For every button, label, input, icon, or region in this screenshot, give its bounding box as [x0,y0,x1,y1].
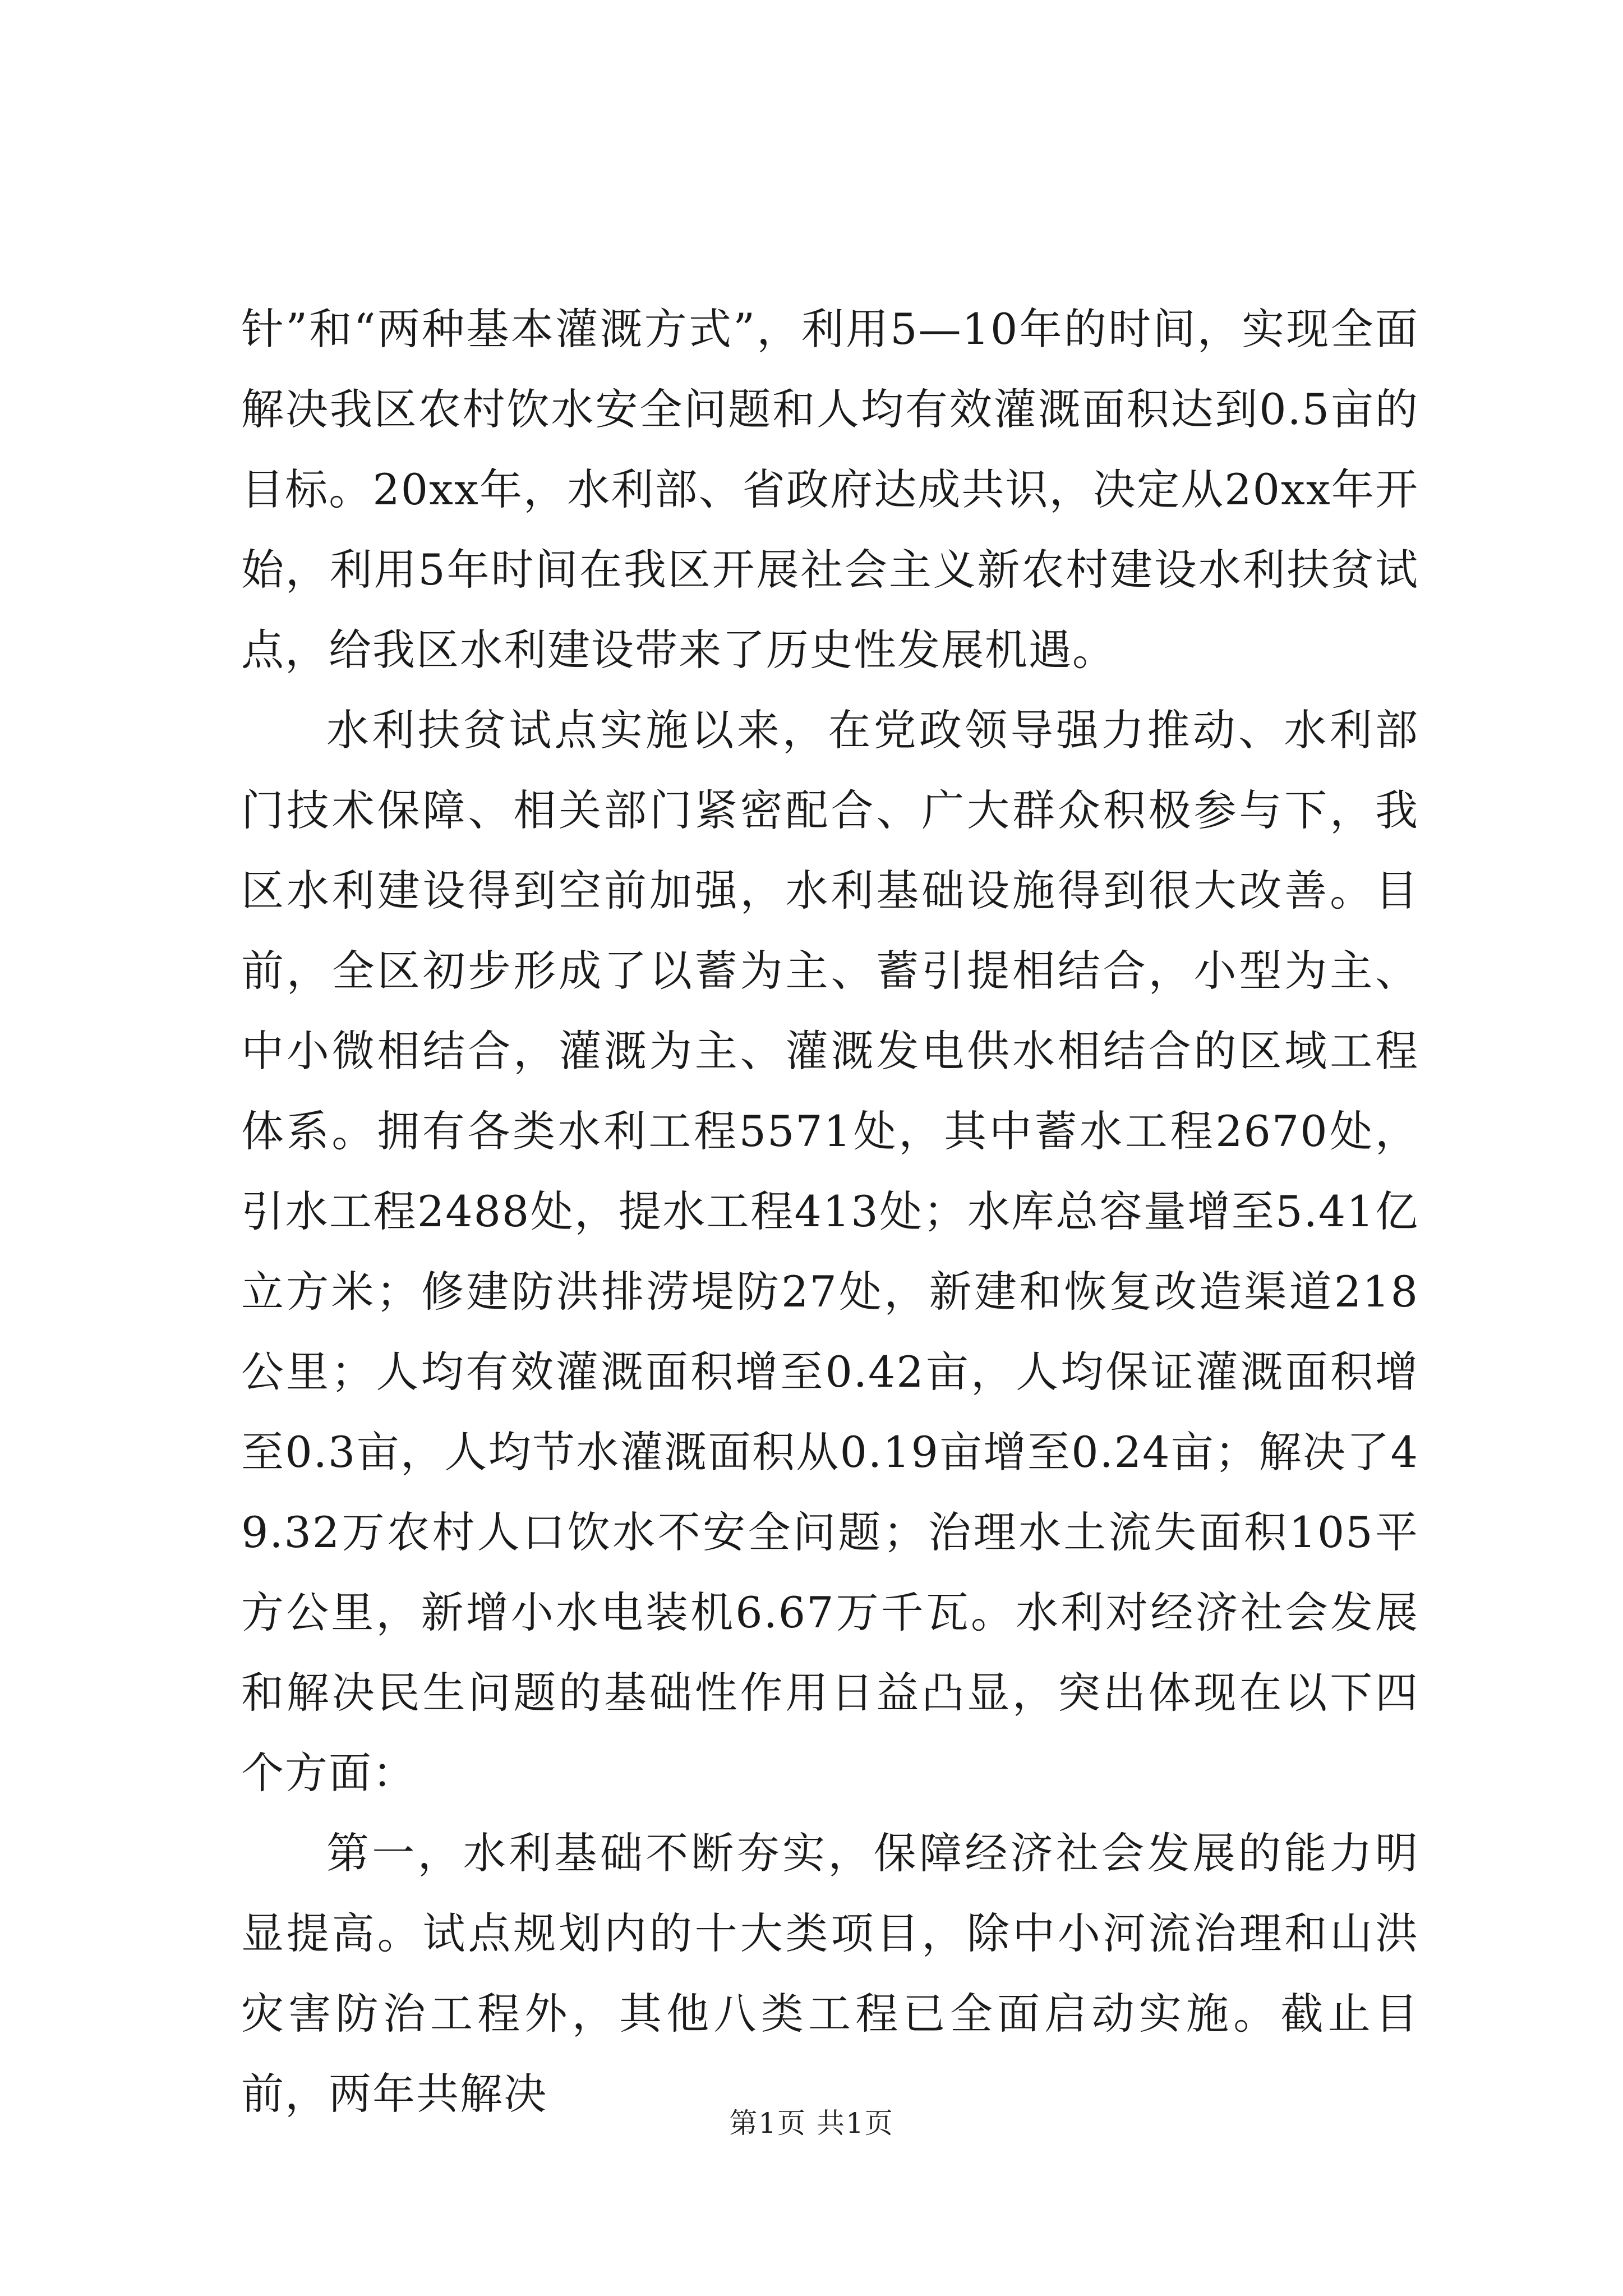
page-footer: 第1页 共1页 [729,2107,894,2139]
paragraph-2: 水利扶贫试点实施以来，在党政领导强力推动、水利部门技术保障、相关部门紧密配合、广大群众积极参与下，我区水利建设得到空前加强，水利基础设施得到很大改善。目前，全区初步形成了以蓄为主、蓄引提相结合，小型为主、中小微相结合，灌溉为主、灌溉发电供水相结合的区域工程体系。拥有各类水利工程5571处，其中蓄水工程2670处，引水工程2488处，提水工程413处；水库总容量增至5.41亿立方米；修建防洪排涝堤防27处，新建和恢复改造渠道218公里；人均有效灌溉面积增至0.42亩，人均保证灌溉面积增至0.3亩，人均节水灌溉面积从0.19亩增至0.24亩；解决了49.32万农村人口饮水不安全问题；治理水土流失面积105平方公里，新增小水电装机6.67万千瓦。水利对经济社会发展和解决民生问题的基础性作用日益凸显，突出体现在以下四个方面： [241,705,1419,1798]
paragraph-1: 针”和“两种基本灌溉方式”，利用5—10年的时间，实现全面解决我区农村饮水安全问题和人均有效灌溉面积达到0.5亩的目标。20xx年，水利部、省政府达成共识，决定从20xx年开始，利用5年时间在我区开展社会主义新农村建设水利扶贫试点，给我区水利建设带来了历史性发展机遇。 [241,304,1419,675]
document-body [241,289,1419,2134]
paragraph-3: 第一，水利基础不断夯实，保障经济社会发展的能力明显提高。试点规划内的十大类项目，除中小河流治理和山洪灾害防治工程外，其他八类工程已全面启动实施。截止目前，两年共解决 [241,1828,1419,2119]
